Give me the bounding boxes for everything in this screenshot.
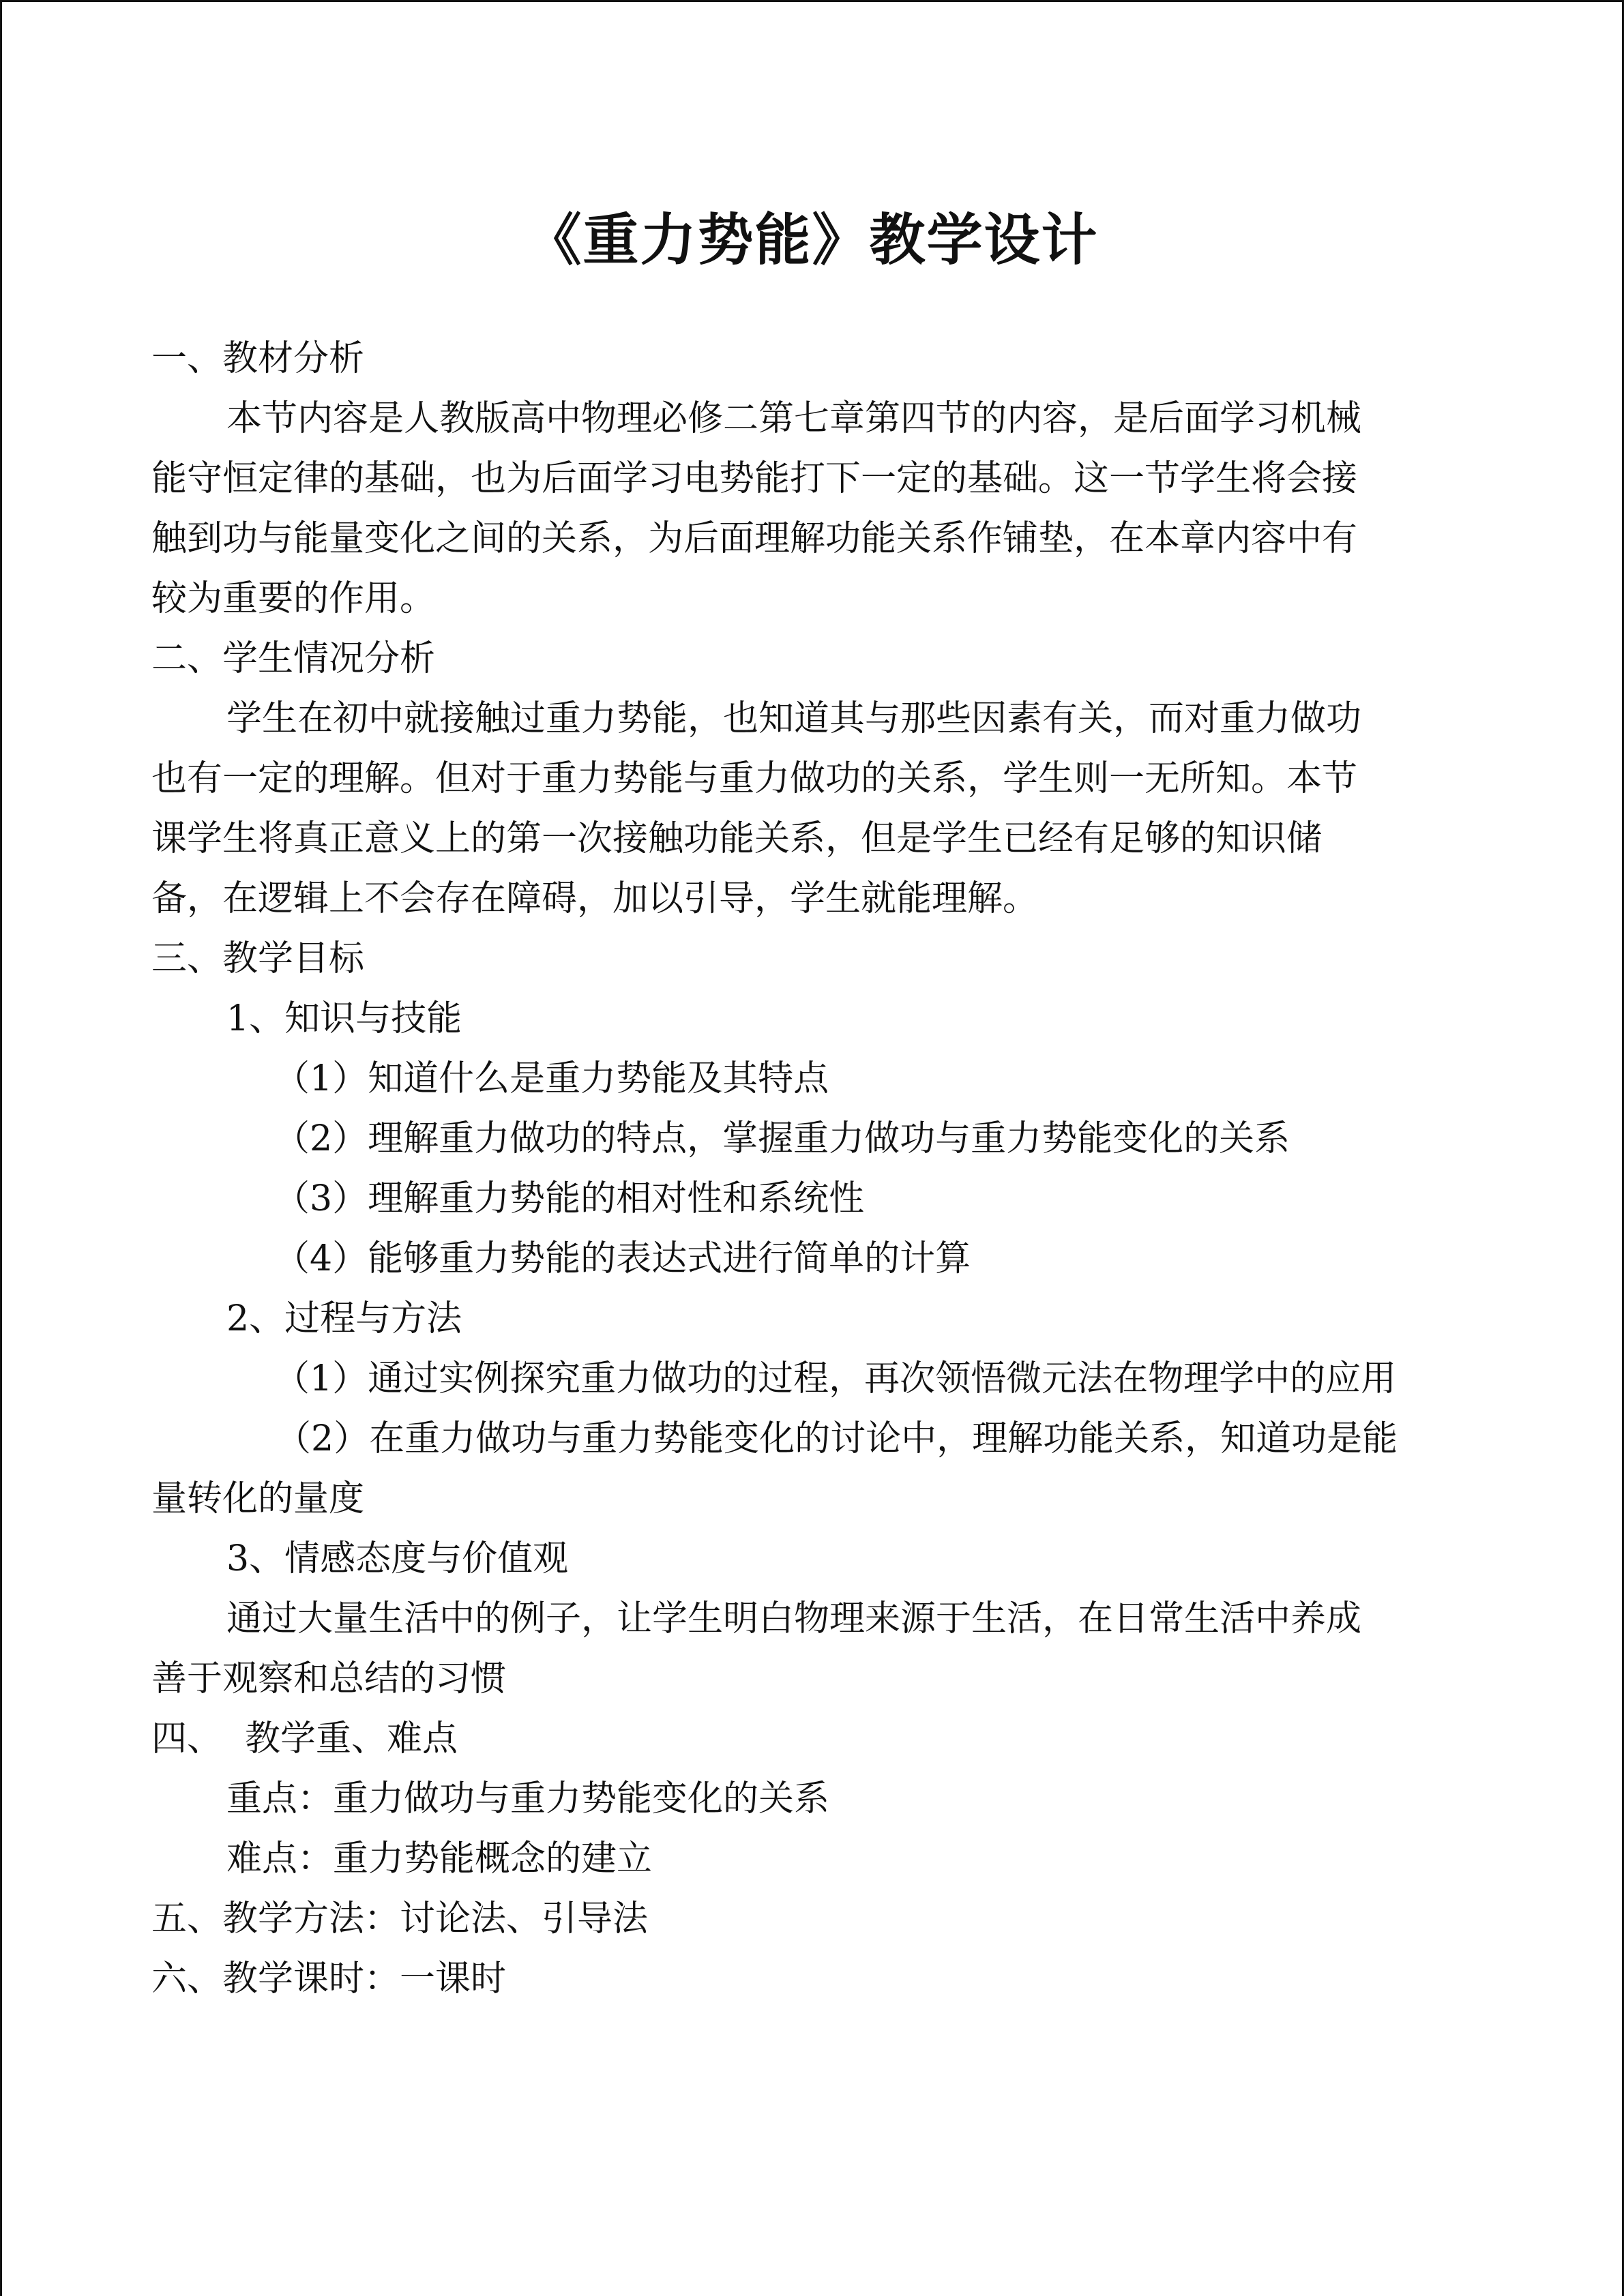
difficulty-line: 难点：重力势能概念的建立 bbox=[226, 1838, 653, 1879]
paragraph-line: 通过大量生活中的例子，让学生明白物理来源于生活，在日常生活中养成 bbox=[226, 1598, 1362, 1639]
paragraph-line: 能守恒定律的基础，也为后面学习电势能打下一定的基础。这一节学生将会接 bbox=[151, 458, 1358, 499]
key-point-line: 重点：重力做功与重力势能变化的关系 bbox=[226, 1778, 830, 1819]
objective-item: （2）理解重力做功的特点，掌握重力做功与重力势能变化的关系 bbox=[274, 1118, 1290, 1159]
section-heading-students: 二、学生情况分析 bbox=[151, 638, 436, 679]
section-class-hours: 六、教学课时：一课时 bbox=[151, 1958, 507, 1999]
paragraph-line: 也有一定的理解。但对于重力势能与重力做功的关系，学生则一无所知。本节 bbox=[151, 758, 1358, 799]
objective-item: （3）理解重力势能的相对性和系统性 bbox=[274, 1178, 865, 1219]
section-teaching-methods: 五、教学方法：讨论法、引导法 bbox=[151, 1898, 649, 1939]
section-heading-materials: 一、教材分析 bbox=[151, 338, 365, 379]
document-title: 《重力势能》教学设计 bbox=[525, 207, 1099, 273]
paragraph-line: 学生在初中就接触过重力势能，也知道其与那些因素有关，而对重力做功 bbox=[226, 698, 1362, 739]
subheading-attitude-values: 3、情感态度与价值观 bbox=[226, 1538, 569, 1579]
paragraph-line: 课学生将真正意义上的第一次接触功能关系，但是学生已经有足够的知识储 bbox=[151, 818, 1323, 859]
document-body bbox=[151, 329, 1475, 2009]
objective-item-continuation: 量转化的量度 bbox=[151, 1478, 365, 1519]
section-heading-key-points: 四、 教学重、难点 bbox=[151, 1718, 458, 1759]
subheading-knowledge-skills: 1、知识与技能 bbox=[226, 998, 462, 1039]
page-border-top bbox=[0, 0, 1624, 2]
objective-item: （2）在重力做功与重力势能变化的讨论中，理解功能关系，知道功是能 bbox=[276, 1418, 1398, 1459]
paragraph-line: 备，在逻辑上不会存在障碍，加以引导，学生就能理解。 bbox=[151, 878, 1039, 919]
paragraph-line: 本节内容是人教版高中物理必修二第七章第四节的内容，是后面学习机械 bbox=[226, 398, 1362, 439]
objective-item: （1）通过实例探究重力做功的过程，再次领悟微元法在物理学中的应用 bbox=[274, 1358, 1397, 1399]
paragraph-line: 较为重要的作用。 bbox=[151, 578, 436, 619]
page-border-left bbox=[0, 0, 2, 2296]
paragraph-line: 触到功与能量变化之间的关系，为后面理解功能关系作铺垫，在本章内容中有 bbox=[151, 518, 1358, 559]
objective-item: （4）能够重力势能的表达式进行简单的计算 bbox=[274, 1238, 971, 1279]
subheading-process-method: 2、过程与方法 bbox=[226, 1298, 462, 1339]
paragraph-line: 善于观察和总结的习惯 bbox=[151, 1658, 507, 1699]
objective-item: （1）知道什么是重力势能及其特点 bbox=[274, 1058, 829, 1099]
section-heading-objectives: 三、教学目标 bbox=[151, 938, 365, 979]
